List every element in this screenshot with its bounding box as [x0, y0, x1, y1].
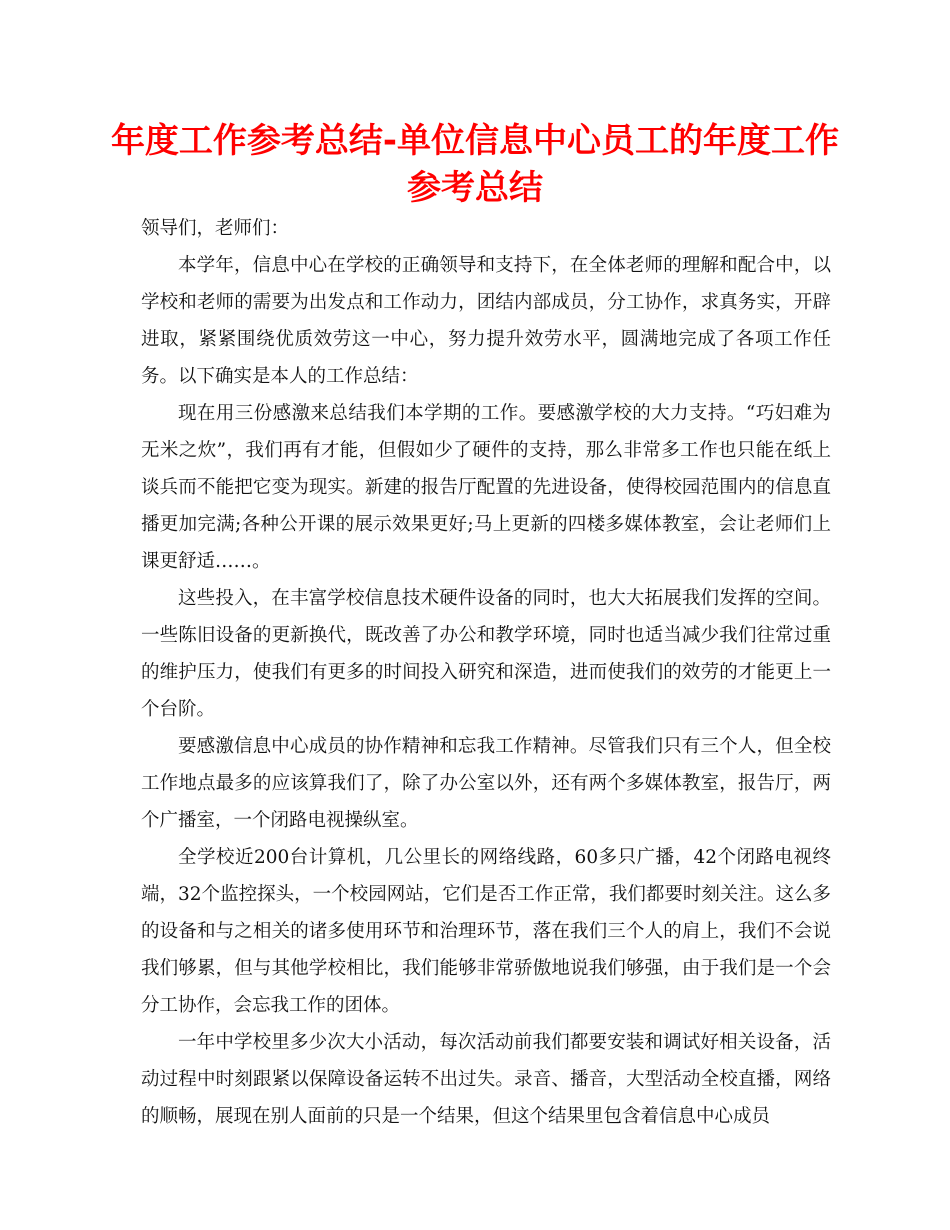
document-body: [141, 210, 831, 1135]
paragraph-3: 这些投入，在丰富学校信息技术硬件设备的同时，也大大拓展我们发挥的空间。一些陈旧设备的更新换代，既改善了办公和教学环境，同时也适当减少我们往常过重的维护压力，使我们有更多的时间投入研究和深造，进而使我们的效劳的才能更上一个台阶。: [141, 588, 831, 720]
paragraph-5: 全学校近200台计算机，几公里长的网络线路，60多只广播，42个闭路电视终端，32个监控探头，一个校园网站，它们是否工作正常，我们都要时刻关注。这么多的设备和与之相关的诸多使用环节和治理环节，落在我们三个人的肩上，我们不会说我们够累，但与其他学校相比，我们能够非常骄傲地说我们够强，由于我们是一个会分工协作，会忘我工作的团体。: [141, 847, 831, 1016]
paragraph-1: 本学年，信息中心在学校的正确领导和支持下，在全体老师的理解和配合中，以学校和老师的需要为出发点和工作动力，团结内部成员，分工协作，求真务实，开辟进取，紧紧围绕优质效劳这一中心，努力提升效劳水平，圆满地完成了各项工作任务。以下确实是本人的工作总结：: [141, 255, 831, 387]
paragraph-6: 一年中学校里多少次大小活动，每次活动前我们都要安装和调试好相关设备，活动过程中时刻跟紧以保障设备运转不出过失。录音、播音，大型活动全校直播，网络的顺畅，展现在别人面前的只是一个结果，但这个结果里包含着信息中心成员: [141, 1032, 831, 1127]
paragraph-2: 现在用三份感激来总结我们本学期的工作。要感激学校的大力支持。“巧妇难为无米之炊”，我们再有才能，但假如少了硬件的支持，那么非常多工作也只能在纸上谈兵而不能把它变为现实。新建的报告厅配置的先进设备，使得校园范围内的信息直播更加完满;各种公开课的展示效果更好;马上更新的四楼多媒体教室，会让老师们上课更舒适……。: [141, 403, 831, 572]
document-title: 年度工作参考总结-单位信息中心员工的年度工作参考总结: [110, 121, 840, 208]
paragraph-4: 要感激信息中心成员的协作精神和忘我工作精神。尽管我们只有三个人，但全校工作地点最多的应该算我们了，除了办公室以外，还有两个多媒体教室，报告厅，两个广播室，一个闭路电视操纵室。: [141, 736, 831, 831]
salutation: 领导们，老师们：: [141, 218, 290, 239]
